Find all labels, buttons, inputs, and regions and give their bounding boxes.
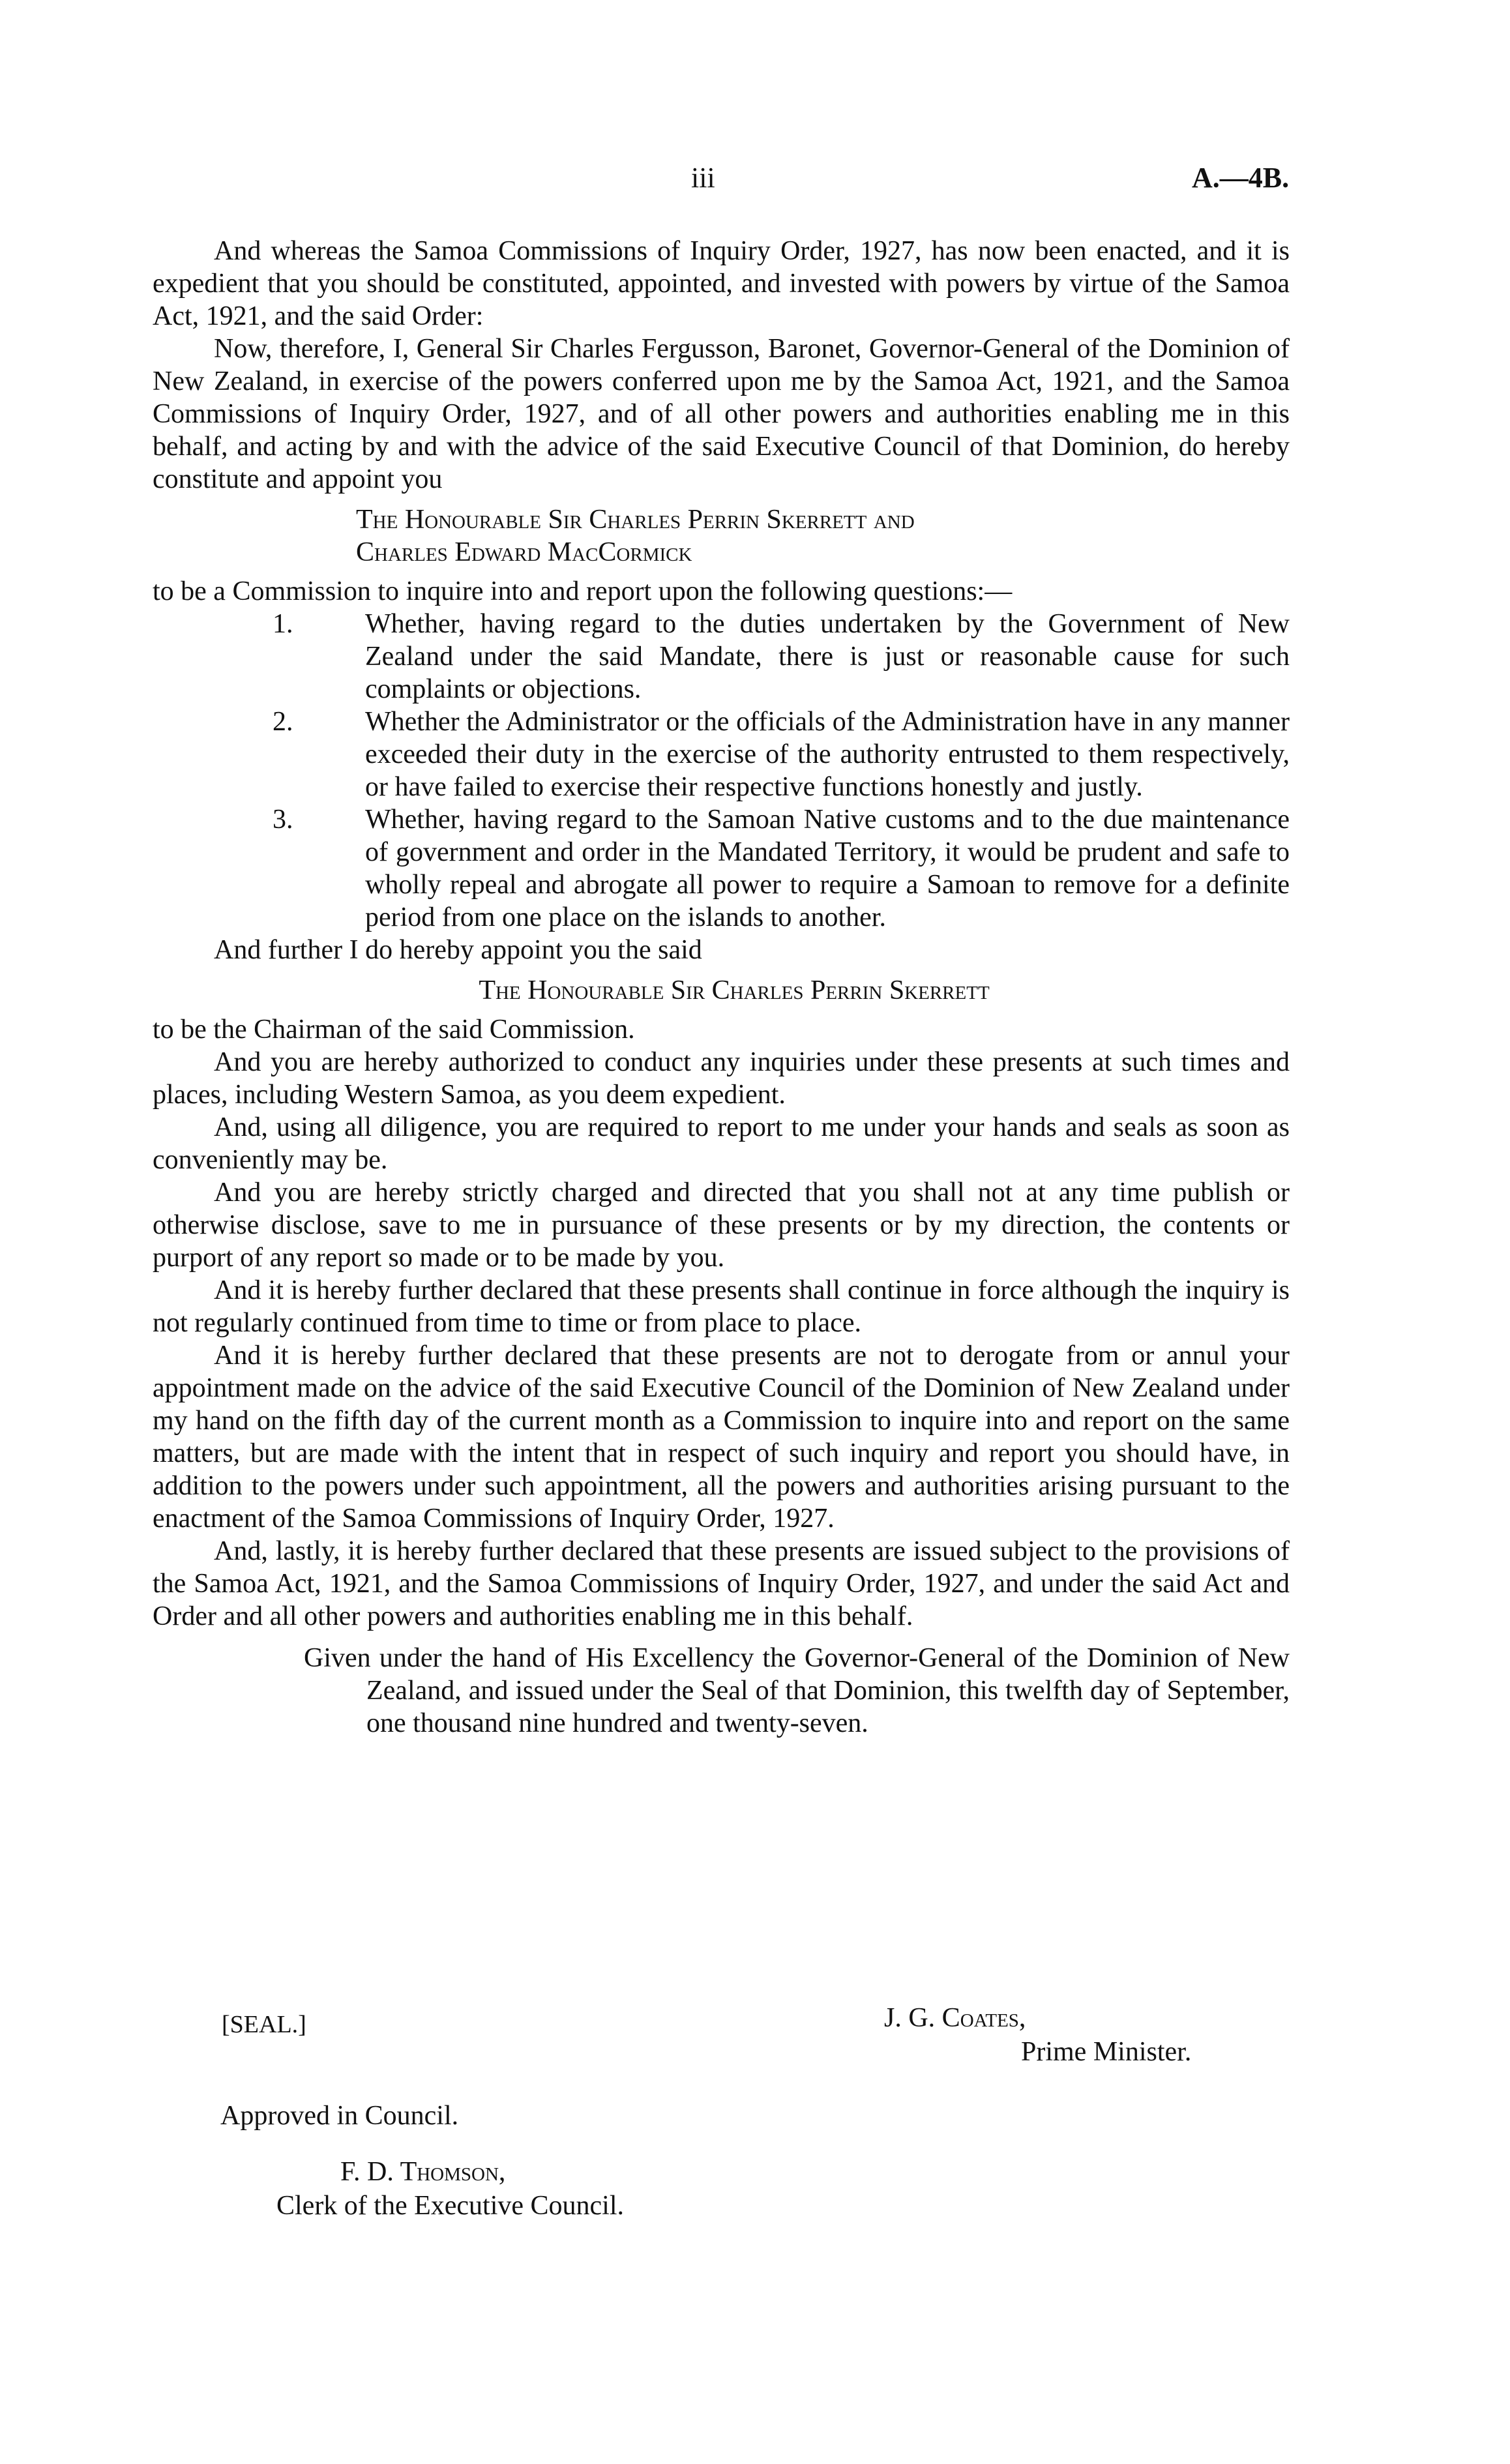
paragraph-continue-in-force: And it is hereby further declared that these presents shall continue in force although the inquiry is not regularly continued from time to time or from place to place. xyxy=(153,1275,1290,1338)
paragraph-lastly: And, lastly, it is hereby further declared that these presents are issued subject to the provisions of the Samoa Act, 1921, and the Samoa Commissions of Inquiry Order, 1927, and under the said Act and Order and all other powers and authorities enabling me in this behalf. xyxy=(153,1536,1290,1631)
question-text: Whether, having regard to the duties undertaken by the Government of New Zealand under the said Mandate, there is just or reasonable cause for such complaints or objections. xyxy=(365,609,1290,704)
paragraph-further-appoint: And further I do hereby appoint you the said xyxy=(214,935,702,965)
paragraph-charged: And you are hereby strictly charged and directed that you shall not at any time publish or otherwise disclose, save to me in pursuance of these presents or by my direction, the contents or purport of any report so made or to be made by you. xyxy=(153,1178,1290,1273)
question-item xyxy=(153,608,1290,705)
signatory-name: J. G. Coates, xyxy=(884,2003,1026,2033)
question-item xyxy=(153,705,1290,803)
question-item xyxy=(153,803,1290,934)
commissioner-name-1: The Honourable Sir Charles Perrin Skerrett and xyxy=(356,505,915,535)
document-reference: A.—4B. xyxy=(1192,162,1290,194)
paragraph-authorized: And you are hereby authorized to conduct any inquiries under these presents at such times and places, including Western Samoa, as you deem expedient. xyxy=(153,1047,1290,1110)
questions-list xyxy=(153,608,1290,934)
question-text: Whether the Administrator or the officials of the Administration have in any manner exceeded their duty in the exercise of the authority entrusted to them respectively, or have failed to exercise their respective functions honestly and justly. xyxy=(365,707,1290,802)
given-under-hand: Given under the hand of His Excellency the Governor-General of the Dominion of New Zealand, and issued under the Seal of that Dominion, this twelfth day of September, one thousand nine hundred and twenty-seven. xyxy=(304,1643,1290,1738)
clerk-name: F. D. Thomson, xyxy=(340,2157,506,2187)
clerk-title: Clerk of the Executive Council. xyxy=(276,2191,625,2221)
question-text: Whether, having regard to the Samoan Native customs and to the due maintenance of government and order in the Mandated Territory, it would be prudent and safe to wholly repeal and abrogate all power to require a Samoan to remove for a definite period from one place on the islands to another. xyxy=(365,805,1290,932)
page-number: iii xyxy=(691,162,715,194)
question-number: 2. xyxy=(273,707,293,737)
question-number: 1. xyxy=(273,609,293,639)
paragraph-diligence: And, using all diligence, you are required to report to me under your hands and seals as soon as conveniently may be. xyxy=(153,1112,1290,1175)
commissioner-names xyxy=(153,503,1290,569)
page-header xyxy=(0,162,1510,201)
paragraph-not-derogate: And it is hereby further declared that these presents are not to derogate from or annul your appointment made on the advice of the said Executive Council of the Dominion of New Zealand under my hand on the fifth day of the current month as a Commission to inquire into and report on the same matters, but are made with the intent that in respect of such inquiry and report you should have, in addition to the powers under such appointment, all the powers and authorities arising pursuant to the enactment of the Samoa Commissions of Inquiry Order, 1927. xyxy=(153,1341,1290,1534)
question-number: 3. xyxy=(273,805,293,835)
paragraph-now-therefore: Now, therefore, I, General Sir Charles Fergusson, Baronet, Governor-General of the Dominion of New Zealand, in exercise of the powers conferred upon me by the Samoa Act, 1921, and the Samoa Commissions of Inquiry Order, 1927, and of all other powers and authorities enabling me in this behalf, and acting by and with the advice of the said Executive Council of that Dominion, do hereby constitute and appoint you xyxy=(153,334,1290,494)
chairman-name: The Honourable Sir Charles Perrin Skerrett xyxy=(479,975,990,1005)
commissioner-name-2: Charles Edward MacCormick xyxy=(356,537,692,567)
paragraph-chairman: to be the Chairman of the said Commission. xyxy=(153,1015,635,1045)
paragraph-commission-purpose: to be a Commission to inquire into and report upon the following questions:— xyxy=(153,576,1013,606)
document-body xyxy=(153,235,1290,1740)
signatory-title: Prime Minister. xyxy=(1021,2037,1192,2067)
paragraph-whereas: And whereas the Samoa Commissions of Inquiry Order, 1927, has now been enacted, and it is expedient that you should be constituted, appointed, and invested with powers by virtue of the Samoa Act, 1921, and the said Order: xyxy=(153,236,1290,331)
seal-label: [SEAL.] xyxy=(222,2011,306,2038)
approved-in-council: Approved in Council. xyxy=(220,2101,459,2131)
